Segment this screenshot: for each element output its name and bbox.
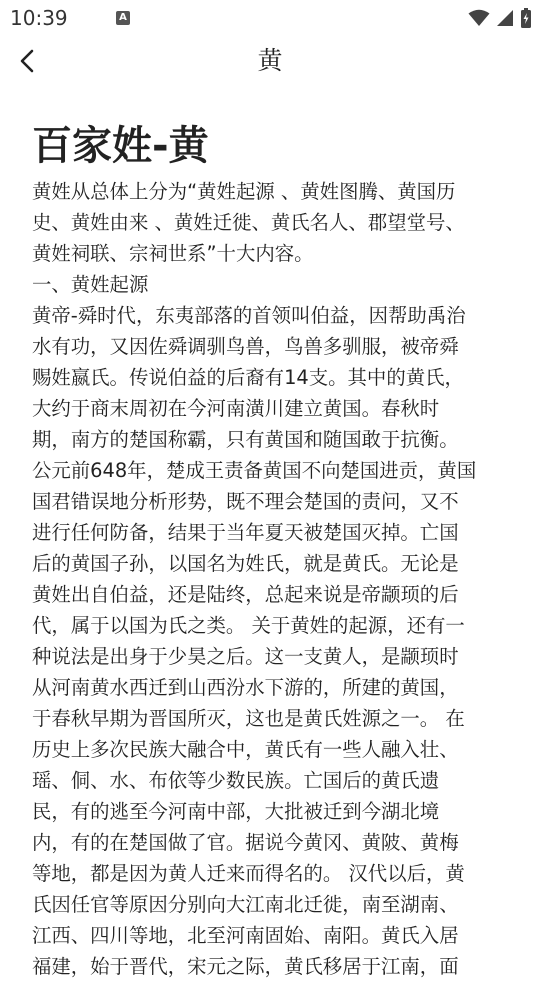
- article-line: 国君错误地分析形势，既不理会楚国的责问，又不: [32, 490, 459, 513]
- signal-icon: [496, 9, 514, 27]
- article-line: 后的黄国子孙，以国名为姓氏，就是黄氏。无论是: [32, 552, 459, 575]
- status-bar: [0, 0, 540, 36]
- article-line: 水有功，又因佐舜调驯鸟兽，鸟兽多驯服，被帝舜: [32, 335, 459, 358]
- article-line: 福建，始于晋代，宋元之际，黄氏移居于江南，面: [32, 955, 459, 978]
- article-line: 黄姓从总体上分为“黄姓起源 、黄姓图腾、黄国历: [32, 180, 456, 203]
- article-line: 期，南方的楚国称霸，只有黄国和随国敢于抗衡。: [32, 428, 459, 451]
- article-content: [32, 118, 508, 982]
- article-line: 进行任何防备，结果于当年夏天被楚国灭掉。亡国: [32, 521, 459, 544]
- app-bar: [0, 38, 540, 84]
- status-icons: [468, 8, 532, 28]
- article-line: 种说法是出身于少昊之后。这一支黄人，是颛顼时: [32, 645, 459, 668]
- article-line: 史、黄姓由来 、黄姓迁徙、黄氏名人、郡望堂号、: [32, 211, 465, 234]
- article-title: 百家姓-黄: [32, 123, 209, 169]
- article-line: 氏因任官等原因分别向大江南北迁徙，南至湖南、: [32, 893, 459, 916]
- wifi-icon: [468, 9, 490, 27]
- article-line: 瑶、侗、水、布依等少数民族。亡国后的黄氏遗: [32, 769, 440, 792]
- article-body: [32, 176, 508, 982]
- article-line: 赐姓嬴氏。传说伯益的后裔有14支。其中的黄氏，: [32, 366, 464, 389]
- article-line: 于春秋早期为晋国所灭，这也是黄氏姓源之一。 在: [32, 707, 465, 730]
- article-line: 从河南黄水西迁到山西汾水下游的，所建的黄国，: [32, 676, 459, 699]
- article-line: 黄姓祠联、宗祠世系”十大内容。: [32, 242, 314, 265]
- battery-icon: [520, 8, 532, 28]
- article-line: 历史上多次民族大融合中，黄氏有一些人融入壮、: [32, 738, 459, 761]
- article-line: 代，属于以国为氏之类。 关于黄姓的起源，还有一: [32, 614, 465, 637]
- article-line: 大约于商末周初在今河南潢川建立黄国。春秋时: [32, 397, 440, 420]
- article-line: 江西、四川等地，北至河南固始、南阳。黄氏入居: [32, 924, 459, 947]
- article-line: 公元前648年，楚成王责备黄国不向楚国进贡，黄国: [32, 459, 477, 482]
- status-time: 10:39: [10, 6, 68, 30]
- article-line: 黄帝-舜时代，东夷部落的首领叫伯益，因帮助禹治: [32, 304, 466, 327]
- article-line: 民，有的逃至今河南中部，大批被迁到今湖北境: [32, 800, 440, 823]
- article-line: 内，有的在楚国做了官。据说今黄冈、黄陂、黄梅: [32, 831, 459, 854]
- article-line: 黄姓出自伯益，还是陆终，总起来说是帝颛顼的后: [32, 583, 459, 606]
- notification-icon: A: [116, 11, 130, 25]
- page-title: 黄: [257, 46, 283, 75]
- article-line: 一、黄姓起源: [32, 273, 149, 296]
- article-line: 等地，都是因为黄人迁来而得名的。 汉代以后，黄: [32, 862, 465, 885]
